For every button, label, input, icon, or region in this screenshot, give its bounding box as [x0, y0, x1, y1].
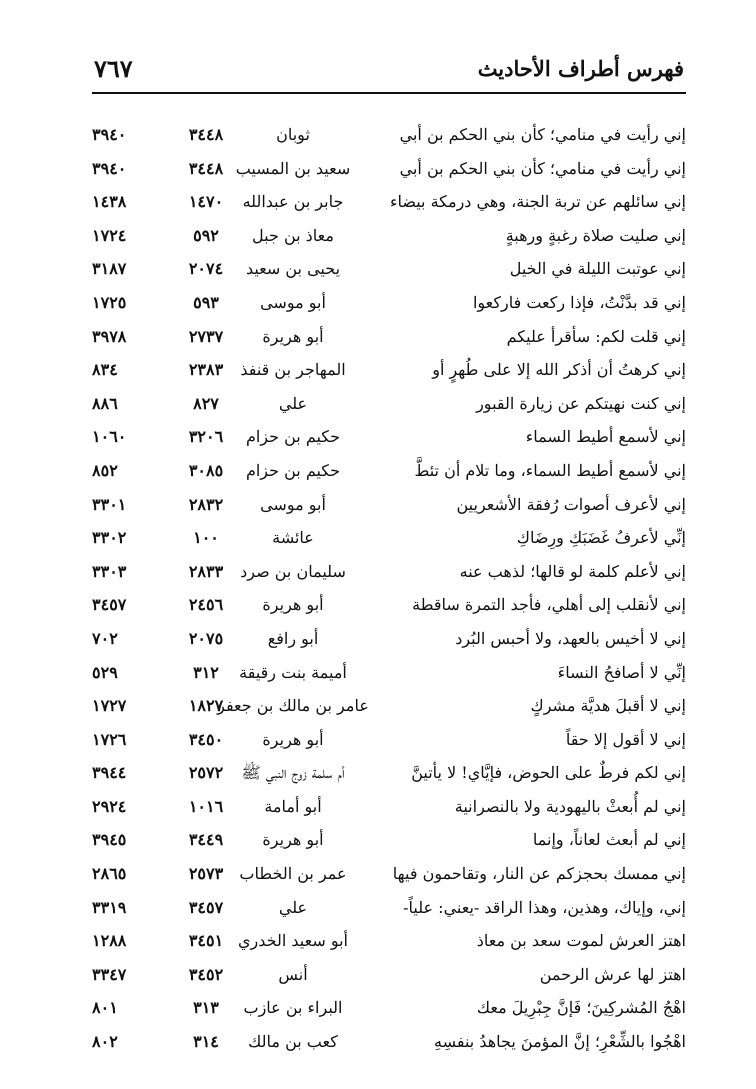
index-row	[92, 924, 686, 958]
index-row	[92, 588, 686, 622]
hadith-opening-text: اهتز العرش لموت سعد بن معاذ	[476, 931, 686, 951]
index-row	[92, 756, 686, 790]
hadith-number: ١٧٢٤	[92, 225, 127, 245]
index-row	[92, 488, 686, 522]
hadith-opening-text: إني لكم فرطٌ على الحوض، فإيَّاي! لا يأتينَّ	[411, 763, 686, 783]
narrator-name: أم سلمة زوج النبي ﷺ	[241, 763, 345, 783]
index-row	[92, 152, 686, 186]
hadith-number: ٨٣٤	[92, 360, 118, 380]
hadith-number: ٣٩٤٤	[92, 763, 127, 783]
reference-number: ٢٥٧٢	[188, 763, 224, 783]
hadith-opening-text: إني كرهتُ أن أذكر الله إلا على طُهرٍ أو	[432, 360, 686, 380]
hadith-number: ٣٣٠٢	[92, 528, 127, 548]
index-row	[92, 521, 686, 555]
hadith-number: ١٤٣٨	[92, 192, 127, 212]
reference-number: ٢٧٣٧	[188, 326, 224, 346]
reference-number: ٣٤٤٨	[188, 125, 224, 144]
reference-number: ٢٠٧٥	[188, 628, 224, 648]
reference-number: ٥٩٢	[193, 225, 219, 245]
narrator-name: حكيم بن حزام	[245, 460, 341, 480]
hadith-number: ١٠٦٠	[92, 427, 127, 447]
hadith-opening-text: إني قلت لكم: سأقرأ عليكم	[506, 326, 686, 346]
hadith-number: ١٧٢٧	[92, 696, 127, 716]
reference-number: ٣٤٥١	[188, 931, 224, 951]
page-header	[92, 50, 686, 94]
narrator-name: حكيم بن حزام	[245, 427, 341, 447]
hadith-number: ٣٣٤٧	[92, 964, 127, 984]
reference-number: ٣٤٥٢	[188, 964, 224, 984]
hadith-number: ٣٣٠١	[92, 494, 127, 514]
narrator-name: كعب بن مالك	[248, 1032, 338, 1052]
hadith-number: ٣٣١٩	[92, 897, 127, 917]
index-row	[92, 353, 686, 387]
hadith-opening-text: إني لأعلم كلمة لو قالها؛ لذهب عنه	[459, 561, 686, 581]
hadith-number: ٧٠٢	[92, 628, 118, 648]
hadith-opening-text: إني قد بدَّنْتُ، فإذا ركعت فاركعوا	[472, 292, 686, 312]
index-row	[92, 723, 686, 757]
index-row	[92, 185, 686, 219]
narrator-name: أبو سعيد الخدري	[238, 931, 348, 951]
narrator-name: البراء بن عازب	[243, 998, 343, 1018]
index-row	[92, 857, 686, 891]
narrator-name: ثوبان	[276, 125, 310, 144]
narrator-name: عائشة	[272, 528, 314, 548]
narrator-name: علي	[278, 897, 308, 917]
index-row	[92, 219, 686, 253]
narrator-name: أبو موسى	[260, 494, 326, 514]
hadith-number: ٢٩٢٤	[92, 796, 127, 816]
reference-number: ٥٩٣	[193, 292, 219, 312]
reference-number: ٣٤٤٩	[188, 830, 224, 850]
reference-number: ٣٢٠٦	[188, 427, 224, 447]
index-row	[92, 555, 686, 589]
reference-number: ١٠٠	[193, 528, 219, 548]
index-row	[92, 1025, 686, 1059]
hadith-opening-text: إني لأسمع أطيط السماء	[525, 427, 686, 447]
hadith-opening-text: إني كنت نهيتكم عن زيارة القبور	[476, 393, 686, 413]
narrator-name: المهاجر بن قنفذ	[240, 360, 346, 380]
hadith-opening-text: اهْجُ المُشركِينَ؛ فَإنَّ جِبْرِيلَ معك	[476, 998, 686, 1018]
narrator-name: أبو هريرة	[262, 595, 324, 615]
reference-number: ٣٤٥٠	[188, 729, 224, 749]
reference-number: ٣١٤	[193, 1032, 219, 1052]
hadith-number: ١٢٨٨	[92, 931, 127, 951]
narrator-name: سليمان بن صرد	[240, 561, 346, 581]
hadith-number: ٣٤٥٧	[92, 595, 127, 615]
narrator-name: أبو هريرة	[262, 729, 324, 749]
reference-number: ٢٥٧٣	[188, 864, 224, 884]
hadith-opening-text: إني، وإياك، وهذين، وهذا الراقد -يعني: علياً-	[403, 897, 686, 917]
hadith-number: ٨٠١	[92, 998, 118, 1018]
narrator-name: أميمة بنت رقيقة	[239, 662, 347, 682]
hadith-number: ٨٠٢	[92, 1032, 118, 1052]
reference-number: ٢٤٥٦	[188, 595, 224, 615]
narrator-name: يحيى بن سعيد	[245, 259, 341, 279]
hadith-number: ١٧٢٥	[92, 292, 127, 312]
hadith-opening-text: إني لا أخيس بالعهد، ولا أحبس البُرد	[455, 628, 686, 648]
index-row	[92, 689, 686, 723]
narrator-name: أبو موسى	[260, 292, 326, 312]
index-row	[92, 252, 686, 286]
hadith-opening-text: إني لأعرف أصوات رُفقة الأشعريين	[456, 494, 686, 514]
narrator-name: سعيد بن المسيب	[235, 158, 351, 178]
reference-number: ٣٤٥٧	[188, 897, 224, 917]
hadith-opening-text: اهتز لها عرش الرحمن	[539, 964, 686, 984]
hadith-opening-text: إني رأيت في منامي؛ كأن بني الحكم بن أبي	[399, 125, 686, 144]
index-row	[92, 387, 686, 421]
narrator-name: أبو رافع	[267, 628, 319, 648]
hadith-opening-text: إني لا أقبلَ هديَّة مشركٍ	[530, 696, 686, 716]
hadith-index-list	[92, 118, 686, 1059]
index-row	[92, 118, 686, 152]
hadith-opening-text: اهْجُوا بالشِّعْرِ؛ إنَّ المؤمنَ يجاهدُ بنفسِهِ	[434, 1032, 686, 1052]
hadith-opening-text: إنِّي لا أصافحُ النساءَ	[557, 662, 686, 682]
narrator-name: جابر بن عبدالله	[242, 192, 344, 212]
reference-number: ٢٨٣٢	[188, 494, 224, 514]
index-row	[92, 790, 686, 824]
hadith-opening-text: إني لم أبعث لعاناً، وإنما	[532, 830, 686, 850]
index-row	[92, 286, 686, 320]
reference-number: ٣٤٤٨	[188, 158, 224, 178]
index-row	[92, 622, 686, 656]
hadith-number: ٨٨٦	[92, 393, 118, 413]
reference-number: ١٨٢٧	[188, 696, 224, 716]
hadith-opening-text: إني صليت صلاة رغبةٍ ورهبةٍ	[505, 225, 686, 245]
hadith-number: ٣٩٤٥	[92, 830, 127, 850]
hadith-opening-text: إني رأيت في منامي؛ كأن بني الحكم بن أبي	[399, 158, 686, 178]
reference-number: ٢٠٧٤	[188, 259, 224, 279]
hadith-opening-text: إني لا أقول إلا حقاً	[565, 729, 686, 749]
narrator-name: أبو أمامة	[264, 796, 322, 816]
page-number: ٧٦٧	[94, 54, 133, 83]
hadith-opening-text: إني لأنقلب إلى أهلي، فأجد التمرة ساقطة	[412, 595, 686, 615]
reference-number: ١٠١٦	[188, 796, 224, 816]
hadith-opening-text: إني لأسمع أطيط السماء، وما تلام أن تئطَّ	[414, 460, 686, 480]
reference-number: ٨٢٧	[193, 393, 219, 413]
reference-number: ٣١٣	[193, 998, 219, 1018]
hadith-opening-text: إني عوتبت الليلة في الخيل	[509, 259, 686, 279]
hadith-number: ٣٩٤٠	[92, 158, 127, 178]
hadith-number: ٨٥٢	[92, 460, 118, 480]
hadith-number: ٢٨٦٥	[92, 864, 127, 884]
narrator-name: أبو هريرة	[262, 830, 324, 850]
hadith-number: ٣٩٤٠	[92, 125, 127, 144]
reference-number: ٣٠٨٥	[188, 460, 224, 480]
narrator-name: علي	[278, 393, 308, 413]
index-row	[92, 320, 686, 354]
index-row	[92, 420, 686, 454]
index-row	[92, 823, 686, 857]
hadith-number: ٥٢٩	[92, 662, 118, 682]
reference-number: ١٤٧٠	[188, 192, 224, 212]
index-row	[92, 891, 686, 925]
narrator-name: أبو هريرة	[262, 326, 324, 346]
index-row	[92, 958, 686, 992]
hadith-number: ٣٣٠٣	[92, 561, 127, 581]
hadith-opening-text: إني ممسك بحجزكم عن النار، وتقاحمون فيها	[392, 864, 686, 884]
index-row	[92, 991, 686, 1025]
hadith-number: ٣١٨٧	[92, 259, 127, 279]
hadith-number: ٣٩٧٨	[92, 326, 127, 346]
hadith-opening-text: إني سائلهم عن تربة الجنة، وهي درمكة بيضاء	[389, 192, 686, 212]
page-title: فهرس أطراف الأحاديث	[477, 56, 684, 81]
reference-number: ٢٨٣٣	[188, 561, 224, 581]
hadith-opening-text: إني لم أُبعثْ باليهودية ولا بالنصرانية	[454, 796, 686, 816]
reference-number: ٢٣٨٣	[188, 360, 224, 380]
index-row	[92, 454, 686, 488]
narrator-name: أنس	[278, 964, 308, 984]
index-row	[92, 656, 686, 690]
narrator-name: عامر بن مالك بن جعفر	[217, 696, 369, 716]
reference-number: ٣١٢	[193, 662, 219, 682]
hadith-opening-text: إنِّي لأعرفُ غَضَبَكِ ورِضَاكِ	[516, 528, 686, 548]
hadith-number: ١٧٢٦	[92, 729, 127, 749]
narrator-name: عمر بن الخطاب	[239, 864, 347, 884]
narrator-name: معاذ بن جبل	[252, 225, 334, 245]
